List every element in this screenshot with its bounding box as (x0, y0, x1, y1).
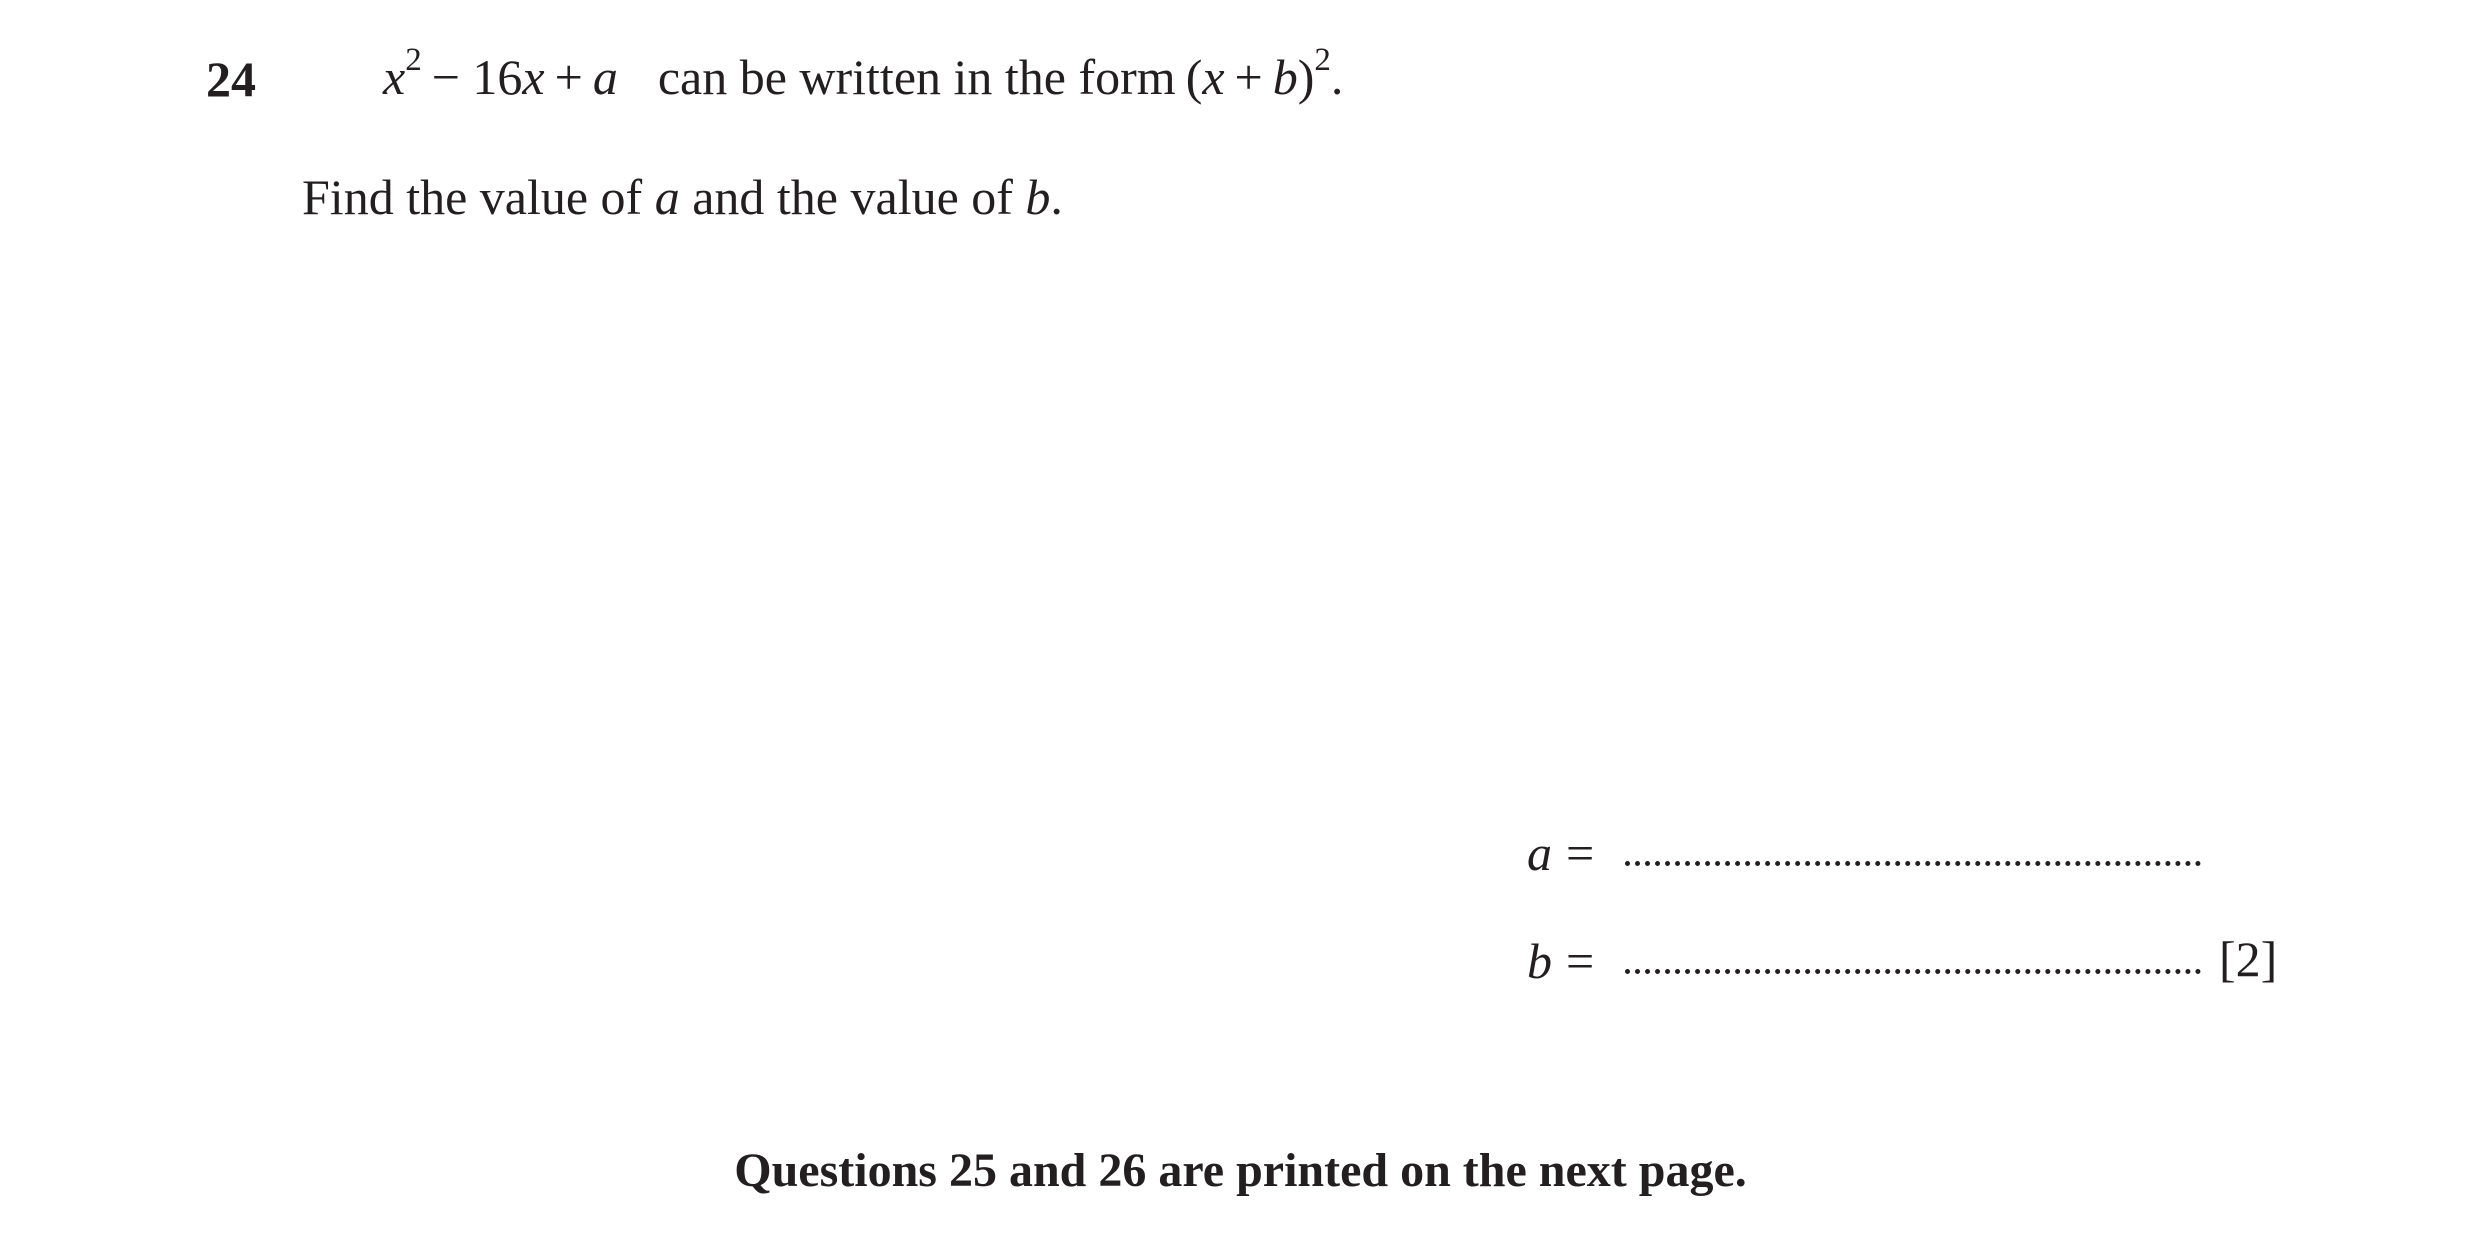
question-number: 24 (206, 51, 256, 107)
answer-b-equals: = (1566, 933, 1595, 989)
footer-note: Questions 25 and 26 are printed on the next page. (734, 1144, 1747, 1197)
form-full-stop: . (1330, 49, 1344, 105)
expression-exponent: 2 (405, 42, 422, 79)
statement-text: can be written in the form (657, 49, 1176, 105)
answer-a-label: a (1527, 825, 1552, 881)
expression-term: − 16 (431, 49, 523, 105)
form-exponent: 2 (1314, 42, 1331, 79)
form-variable-b: b (1272, 49, 1298, 105)
expression-variable-x-linear: x (522, 49, 545, 105)
expression-variable-x: x (383, 49, 406, 105)
form-open-paren: ( (1185, 49, 1203, 105)
instruction-text-start: Find the value of (302, 169, 655, 225)
answer-a-equals: = (1566, 825, 1595, 881)
marks-allocation: [2] (2219, 931, 2278, 987)
answer-a-field[interactable] (1625, 861, 2201, 866)
instruction-variable-a: a (654, 169, 680, 225)
instruction-text-middle: and the value of (679, 169, 1026, 225)
form-plus: + (1234, 49, 1263, 105)
question-instruction (302, 169, 1063, 225)
question-statement (383, 42, 1344, 105)
instruction-variable-b: b (1025, 169, 1051, 225)
form-variable-x: x (1202, 49, 1225, 105)
expression-plus: + (554, 49, 583, 105)
expression-variable-a: a (592, 49, 618, 105)
form-close-paren: ) (1297, 49, 1315, 105)
answer-b-label: b (1527, 933, 1552, 989)
instruction-full-stop: . (1050, 169, 1063, 225)
answer-b-field[interactable] (1625, 969, 2201, 974)
